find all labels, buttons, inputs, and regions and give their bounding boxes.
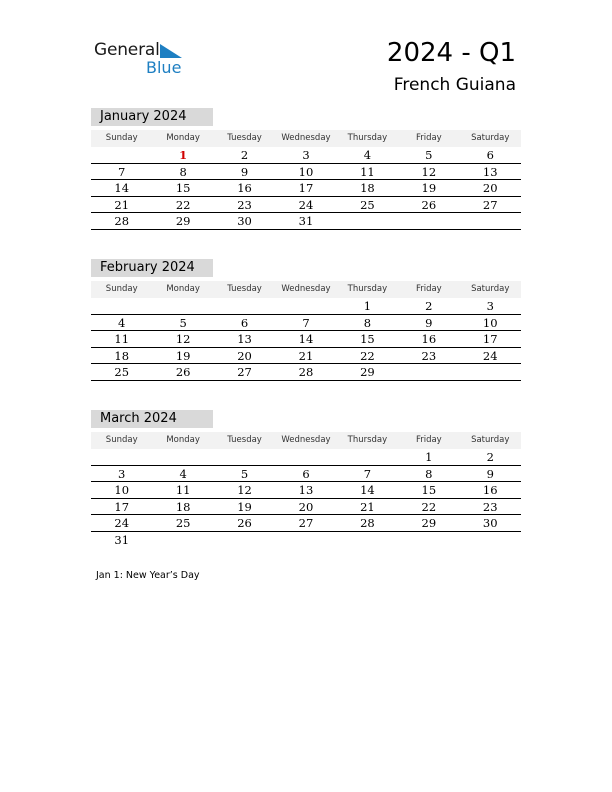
day-cell — [337, 213, 398, 229]
weekday-label: Sunday — [105, 435, 138, 445]
day-cell — [152, 449, 213, 465]
day-cell: 4 — [118, 315, 126, 330]
day-cell: 18 — [175, 499, 191, 514]
day-cell: 22 — [360, 348, 375, 363]
week-row — [91, 532, 521, 549]
day-cell: 4 — [179, 466, 187, 481]
weekday-header — [91, 130, 521, 147]
day-cell: 10 — [114, 483, 130, 498]
day-cell: 13 — [482, 164, 498, 179]
page-title: 2024 - Q1 — [386, 38, 516, 68]
weekday-label: Wednesday — [281, 284, 331, 294]
day-cell: 7 — [302, 315, 310, 330]
day-cell: 11 — [114, 332, 130, 347]
week-row — [91, 348, 521, 365]
week-row — [91, 449, 521, 466]
day-cell: 21 — [360, 499, 375, 514]
weekday-label: Friday — [415, 435, 442, 445]
day-cell: 23 — [482, 499, 498, 514]
week-row — [91, 180, 521, 197]
weekday-label: Tuesday — [227, 435, 262, 445]
day-cell: 22 — [175, 197, 191, 212]
day-cell: 17 — [482, 332, 498, 347]
day-cell: 18 — [360, 181, 375, 196]
day-cell: 18 — [114, 348, 130, 363]
day-cell: 30 — [237, 214, 252, 229]
day-cell: 11 — [360, 164, 375, 179]
weekday-label: Tuesday — [227, 284, 262, 294]
weekday-label: Saturday — [471, 133, 510, 143]
day-cell: 11 — [175, 483, 191, 498]
week-row — [91, 298, 521, 315]
day-cell — [214, 449, 275, 465]
week-row — [91, 331, 521, 348]
day-cell: 13 — [237, 332, 252, 347]
day-cell: 24 — [298, 197, 314, 212]
weekday-label: Friday — [415, 284, 442, 294]
month-block — [91, 108, 521, 230]
week-row — [91, 164, 521, 181]
day-cell: 3 — [118, 466, 126, 481]
weekday-label: Wednesday — [281, 435, 331, 445]
day-cell: 2 — [486, 450, 494, 464]
weekday-label: Wednesday — [281, 133, 331, 143]
day-cell: 28 — [360, 516, 375, 531]
day-cell: 19 — [175, 348, 191, 363]
day-cell: 25 — [114, 365, 130, 380]
day-cell: 5 — [240, 466, 249, 481]
month-label: February 2024 — [91, 259, 213, 277]
day-cell — [214, 298, 275, 314]
day-cell: 27 — [482, 197, 498, 212]
logo — [94, 40, 194, 80]
weekday-label: Monday — [166, 284, 200, 294]
week-row — [91, 197, 521, 214]
weekday-label: Tuesday — [227, 133, 262, 143]
day-cell — [152, 532, 213, 549]
day-cell: 20 — [482, 181, 498, 196]
logo-word-general: General — [94, 40, 160, 60]
day-cell: 21 — [114, 197, 130, 212]
day-cell — [398, 213, 459, 229]
week-row — [91, 364, 521, 381]
day-cell: 24 — [114, 516, 130, 531]
week-row — [91, 147, 521, 164]
week-row — [91, 499, 521, 516]
day-cell: 12 — [175, 332, 191, 347]
day-cell: 3 — [302, 148, 310, 162]
day-cell: 31 — [114, 532, 130, 547]
day-cell — [460, 213, 521, 229]
day-cell: 24 — [482, 348, 498, 363]
day-cell: 7 — [363, 466, 372, 481]
week-row — [91, 213, 521, 230]
weekday-label: Thursday — [347, 133, 388, 143]
day-cell — [275, 532, 336, 549]
day-cell: 31 — [298, 214, 314, 229]
day-cell: 6 — [240, 315, 249, 330]
day-cell: 14 — [360, 483, 375, 498]
weekday-label: Thursday — [347, 284, 388, 294]
day-cell — [214, 532, 275, 549]
day-cell: 27 — [237, 365, 252, 380]
day-cell: 5 — [179, 315, 187, 330]
day-cell: 17 — [114, 499, 130, 514]
week-row — [91, 515, 521, 532]
day-cell: 23 — [421, 348, 437, 363]
weekday-label: Saturday — [471, 435, 510, 445]
month-block — [91, 259, 521, 381]
month-label: March 2024 — [91, 410, 213, 428]
day-cell: 29 — [175, 214, 191, 229]
week-row — [91, 315, 521, 332]
day-cell: 6 — [486, 148, 494, 162]
week-row — [91, 482, 521, 499]
day-cell: 2 — [425, 299, 433, 313]
weekday-header — [91, 432, 521, 449]
day-cell: 26 — [237, 516, 252, 531]
day-cell — [337, 532, 398, 549]
day-cell: 25 — [360, 197, 375, 212]
day-cell: 25 — [175, 516, 191, 531]
day-cell: 20 — [298, 499, 314, 514]
day-cell: 16 — [237, 181, 252, 196]
weekday-label: Friday — [415, 133, 442, 143]
day-cell: 28 — [114, 214, 130, 229]
month-block — [91, 410, 521, 549]
day-cell: 26 — [421, 197, 437, 212]
day-cell: 9 — [486, 466, 494, 481]
day-cell: 16 — [482, 483, 498, 498]
weekday-label: Sunday — [105, 133, 138, 143]
day-cell: 3 — [486, 299, 494, 313]
day-cell: 9 — [425, 315, 433, 330]
day-cell: 14 — [114, 181, 130, 196]
weekday-label: Monday — [166, 133, 200, 143]
day-cell: 23 — [237, 197, 252, 212]
day-cell — [152, 298, 213, 314]
day-cell: 8 — [425, 466, 433, 481]
day-cell: 27 — [298, 516, 314, 531]
day-cell: 29 — [421, 516, 437, 531]
week-row — [91, 466, 521, 483]
month-label: January 2024 — [91, 108, 213, 126]
day-cell: 22 — [421, 499, 437, 514]
day-cell — [91, 449, 152, 465]
day-cell: 15 — [421, 483, 437, 498]
day-cell: 12 — [421, 164, 437, 179]
day-cell: 12 — [237, 483, 252, 498]
day-cell: 10 — [298, 164, 314, 179]
weekday-label: Monday — [166, 435, 200, 445]
day-cell — [460, 532, 521, 549]
logo-word-blue: Blue — [146, 58, 182, 77]
day-cell: 4 — [363, 148, 372, 162]
day-cell: 19 — [237, 499, 252, 514]
day-cell — [398, 532, 459, 549]
day-cell: 8 — [363, 315, 372, 330]
day-cell — [91, 298, 152, 314]
day-cell: 1 — [179, 148, 188, 162]
day-cell: 6 — [302, 466, 310, 481]
holiday-note: Jan 1: New Year’s Day — [96, 570, 200, 581]
day-cell — [337, 449, 398, 465]
holiday-notes — [96, 570, 200, 581]
day-cell: 14 — [298, 332, 314, 347]
day-cell: 5 — [425, 148, 433, 162]
day-cell: 15 — [360, 332, 375, 347]
day-cell: 20 — [237, 348, 252, 363]
day-cell — [460, 364, 521, 380]
day-cell — [398, 364, 459, 380]
day-cell: 30 — [482, 516, 498, 531]
weekday-header — [91, 281, 521, 298]
day-cell: 17 — [298, 181, 314, 196]
day-cell: 16 — [421, 332, 437, 347]
day-cell: 15 — [175, 181, 191, 196]
day-cell: 8 — [179, 164, 187, 179]
page-subtitle: French Guiana — [393, 75, 516, 95]
day-cell: 7 — [118, 164, 126, 179]
day-cell: 1 — [425, 450, 433, 464]
day-cell: 2 — [240, 148, 249, 162]
weekday-label: Thursday — [347, 435, 388, 445]
day-cell: 29 — [360, 365, 375, 380]
day-cell — [275, 449, 336, 465]
day-cell: 19 — [421, 181, 437, 196]
day-cell: 1 — [363, 299, 372, 313]
day-cell: 28 — [298, 365, 314, 380]
weekday-label: Sunday — [105, 284, 138, 294]
day-cell: 9 — [240, 164, 249, 179]
day-cell — [91, 147, 152, 163]
weekday-label: Saturday — [471, 284, 510, 294]
day-cell — [275, 298, 336, 314]
day-cell: 21 — [298, 348, 314, 363]
day-cell: 10 — [482, 315, 498, 330]
day-cell: 26 — [175, 365, 191, 380]
day-cell: 13 — [298, 483, 314, 498]
